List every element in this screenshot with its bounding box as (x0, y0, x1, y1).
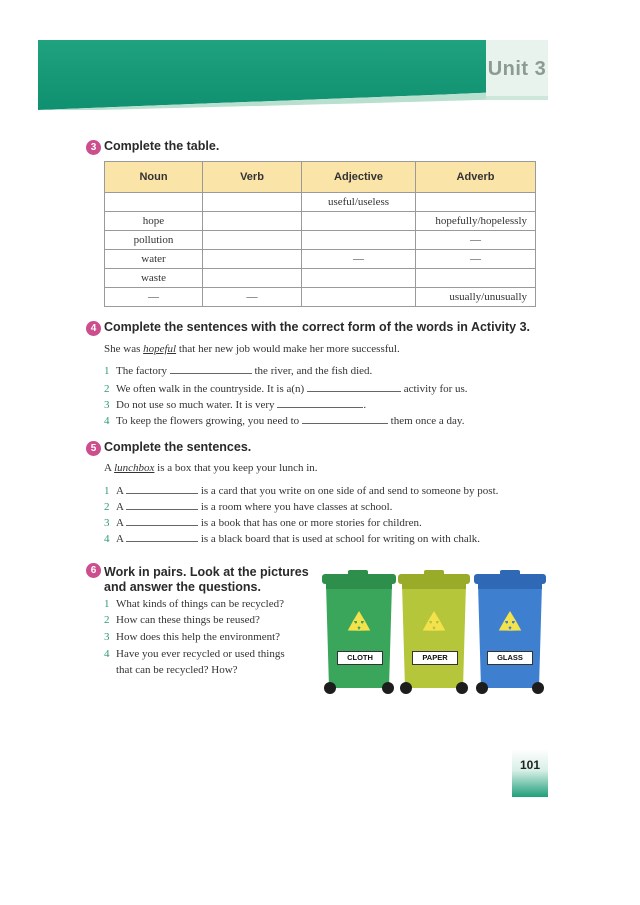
table-cell: pollution (105, 231, 203, 250)
col-adverb: Adverb (416, 162, 536, 193)
table-cell: waste (105, 269, 203, 288)
table-cell[interactable] (416, 269, 536, 288)
bin-glass (474, 570, 546, 694)
table-row (105, 269, 536, 288)
table-cell: — (302, 250, 416, 269)
unit-title: Unit 3 (487, 58, 547, 80)
activity6-question: 2 How can these things be reused? (104, 614, 260, 626)
table-cell: — (203, 288, 302, 307)
table-row (105, 250, 536, 269)
bin-label-paper: PAPER (412, 651, 458, 665)
answer-blank[interactable] (126, 515, 198, 526)
answer-blank[interactable] (277, 397, 363, 408)
answer-blank[interactable] (126, 531, 198, 542)
bin-label-glass: GLASS (487, 651, 533, 665)
table-cell: hope (105, 212, 203, 231)
header-banner (38, 40, 547, 110)
table-cell[interactable] (416, 193, 536, 212)
bin-cloth (322, 570, 396, 694)
activity5-item: 4 A is a black board that is used at school for writing on with chalk. (104, 533, 481, 545)
table-cell: useful/useless (302, 193, 416, 212)
answer-blank[interactable] (170, 363, 252, 374)
activity4-heading: Complete the sentences with the correct form of the words in Activity 3. (104, 320, 531, 334)
example-answer: lunchbox (114, 462, 155, 474)
answer-blank[interactable] (126, 483, 198, 494)
table-cell[interactable] (203, 212, 302, 231)
activity4-item: 2 We often walk in the countryside. It is a(n) activity for us. (104, 383, 468, 395)
bin-paper (398, 570, 470, 694)
answer-blank[interactable] (307, 381, 401, 392)
table-cell: hopefully/hopelessly (416, 212, 536, 231)
page-number-tab (512, 749, 548, 797)
table-cell[interactable] (302, 212, 416, 231)
activity4-item: 1 The factory the river, and the fish died. (104, 365, 373, 377)
word-forms-table (104, 161, 536, 307)
activity3-heading: Complete the table. (104, 139, 220, 153)
table-cell[interactable] (203, 231, 302, 250)
activity4-item: 3 Do not use so much water. It is very . (104, 399, 367, 411)
activity4-example: She was hopeful that her new job would make her more successful. (104, 343, 400, 355)
activity6-badge: 6 (86, 563, 101, 578)
bin-label-cloth: CLOTH (337, 651, 383, 665)
activity6-question-continued: that can be recycled? How? (116, 664, 238, 676)
col-noun: Noun (105, 162, 203, 193)
table-cell[interactable] (302, 288, 416, 307)
table-cell[interactable] (302, 269, 416, 288)
activity5-item: 3 A is a book that has one or more stories for children. (104, 517, 422, 529)
table-row (105, 288, 536, 307)
activity5-badge: 5 (86, 441, 101, 456)
table-cell[interactable] (203, 193, 302, 212)
activity5-item: 2 A is a room where you have classes at school. (104, 501, 393, 513)
table-cell: water (105, 250, 203, 269)
table-cell: — (105, 288, 203, 307)
answer-blank[interactable] (302, 413, 388, 424)
page-number: 101 (519, 758, 541, 772)
activity4-item: 4 To keep the flowers growing, you need to them once a day. (104, 415, 465, 427)
table-cell[interactable] (302, 231, 416, 250)
table-cell: — (416, 250, 536, 269)
example-answer: hopeful (143, 343, 177, 355)
table-header-row (105, 162, 536, 193)
table-cell[interactable] (203, 269, 302, 288)
activity6-heading: Work in pairs. Look at the pictures and answer the questions. (104, 565, 309, 594)
col-adjective: Adjective (302, 162, 416, 193)
table-row (105, 212, 536, 231)
recycling-bins-illustration (320, 568, 550, 700)
table-cell: — (416, 231, 536, 250)
activity5-heading: Complete the sentences. (104, 440, 252, 454)
activity3-badge: 3 (86, 140, 101, 155)
activity5-item: 1 A is a card that you write on one side of and send to someone by post. (104, 485, 499, 497)
table-row (105, 231, 536, 250)
table-cell: usually/unusually (416, 288, 536, 307)
table-row (105, 193, 536, 212)
table-cell[interactable] (105, 193, 203, 212)
activity5-example: A lunchbox is a box that you keep your lunch in. (104, 462, 318, 474)
activity6-question: 4 Have you ever recycled or used things (104, 648, 285, 660)
activity4-badge: 4 (86, 321, 101, 336)
col-verb: Verb (203, 162, 302, 193)
answer-blank[interactable] (126, 499, 198, 510)
activity6-question: 3 How does this help the environment? (104, 631, 281, 643)
activity6-question: 1 What kinds of things can be recycled? (104, 598, 284, 610)
table-cell[interactable] (203, 250, 302, 269)
